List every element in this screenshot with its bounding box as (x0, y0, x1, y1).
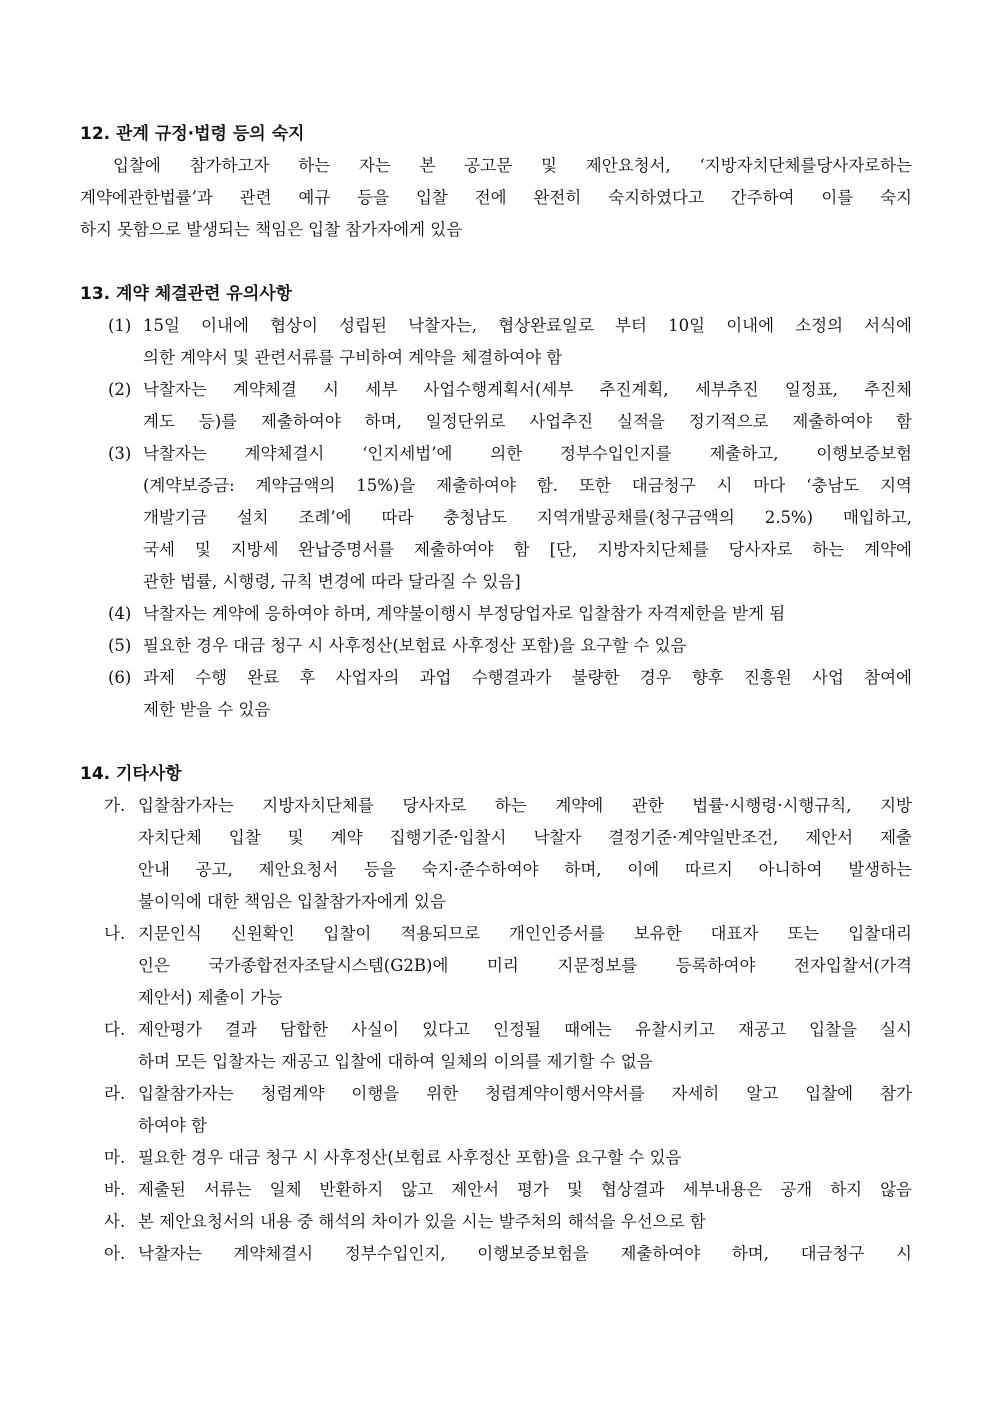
paragraph-line: 계약에관한법률’과 관련 예규 등을 입찰 전에 완전히 숙지하였다고 간주하여 이를 숙지 (80, 188, 912, 207)
item-line: 안내 공고, 제안요청서 등을 숙지·준수하여야 하며, 이에 따르지 아니하여 발생하는 (138, 860, 912, 879)
misc-note-sa (80, 1206, 912, 1238)
item-line: 의한 계약서 및 관련서류를 구비하여 계약을 체결하여야 함 (143, 348, 563, 367)
item-line: 과제 수행 완료 후 사업자의 과업 수행결과가 불량한 경우 향후 진흥원 사업 참여에 (143, 668, 912, 687)
item-marker: 바. (104, 1180, 126, 1199)
item-line: 계도 등)를 제출하여야 하며, 일정단위로 사업추진 실적을 정기적으로 제출하여야 함 (143, 412, 912, 431)
section-14-heading: 14. 기타사항 (80, 764, 182, 784)
misc-note-ba (80, 1174, 912, 1206)
item-marker: (3) (108, 444, 132, 463)
section-13-heading: 13. 계약 체결관련 유의사항 (80, 284, 293, 304)
item-line: 필요한 경우 대금 청구 시 사후정산(보험료 사후정산 포함)을 요구할 수 있음 (143, 636, 687, 655)
contract-note-5 (80, 630, 912, 662)
item-line: 낙찰자는 계약체결 시 세부 사업수행계획서(세부 추진계획, 세부추진 일정표, 추진체 (143, 380, 912, 399)
item-marker: (1) (108, 316, 132, 335)
item-line: 국세 및 지방세 완납증명서를 제출하여야 함 [단, 지방자치단체를 당사자로 하는 계약에 (143, 540, 912, 559)
item-line: 제안서) 제출이 가능 (138, 988, 283, 1007)
item-marker: 다. (104, 1020, 126, 1039)
misc-note-ra (80, 1078, 912, 1142)
item-line: 개발기금 설치 조례’에 따라 충청남도 지역개발공채를(청구금액의 2.5%) 매입하고, (143, 508, 912, 527)
item-line: 제한 받을 수 있음 (143, 700, 271, 719)
contract-note-3 (80, 438, 912, 598)
contract-note-2 (80, 374, 912, 438)
misc-note-ga (80, 790, 912, 918)
item-marker: (6) (108, 668, 132, 687)
item-line: 자치단체 입찰 및 계약 집행기준·입찰시 낙찰자 결정기준·계약일반조건, 제안서 제출 (138, 828, 912, 847)
section-12-paragraph (80, 150, 912, 246)
item-line: 제출된 서류는 일체 반환하지 않고 제안서 평가 및 협상결과 세부내용은 공개 하지 않음 (138, 1180, 912, 1199)
item-line: 인은 국가종합전자조달시스템(G2B)에 미리 지문정보를 등록하여야 전자입찰서(가격 (138, 956, 912, 975)
contract-note-6 (80, 662, 912, 726)
item-line: 15일 이내에 협상이 성립된 낙찰자는, 협상완료일로 부터 10일 이내에 소정의 서식에 (143, 316, 912, 335)
misc-note-na (80, 918, 912, 1014)
misc-note-da (80, 1014, 912, 1078)
paragraph-line: 입찰에 참가하고자 하는 자는 본 공고문 및 제안요청서, ‘지방자치단체를당사자로하는 (113, 156, 912, 175)
contract-note-4 (80, 598, 912, 630)
item-marker: 라. (104, 1084, 126, 1103)
item-line: 입찰참가자는 지방자치단체를 당사자로 하는 계약에 관한 법률·시행령·시행규칙, 지방 (138, 796, 912, 815)
item-line: 낙찰자는 계약체결시 정부수입인지, 이행보증보험을 제출하여야 하며, 대금청구 시 (138, 1244, 912, 1263)
item-line: 낙찰자는 계약에 응하여야 하며, 계약불이행시 부정당업자로 입찰참가 자격제한을 받게 됨 (143, 604, 786, 623)
section-12-heading: 12. 관계 규정·법령 등의 숙지 (80, 124, 305, 144)
item-line: 하여야 함 (138, 1116, 208, 1135)
item-marker: (4) (108, 604, 132, 623)
item-line: 관한 법률, 시행령, 규칙 변경에 따라 달라질 수 있음] (143, 572, 521, 591)
item-marker: (2) (108, 380, 132, 399)
item-line: 본 제안요청서의 내용 중 해석의 차이가 있을 시는 발주처의 해석을 우선으로 함 (138, 1212, 706, 1231)
misc-note-ma (80, 1142, 912, 1174)
item-line: 입찰참가자는 청렴계약 이행을 위한 청렴계약이행서약서를 자세히 알고 입찰에 참가 (138, 1084, 912, 1103)
item-marker: (5) (108, 636, 132, 655)
item-line: 낙찰자는 계약체결시 ‘인지세법’에 의한 정부수입인지를 제출하고, 이행보증보험 (143, 444, 912, 463)
item-line: (계약보증금: 계약금액의 15%)을 제출하여야 함. 또한 대금청구 시 마다 ‘충남도 지역 (143, 476, 912, 495)
item-marker: 마. (104, 1148, 126, 1167)
item-line: 지문인식 신원확인 입찰이 적용되므로 개인인증서를 보유한 대표자 또는 입찰대리 (138, 924, 912, 943)
contract-note-1 (80, 310, 912, 374)
item-line: 하며 모든 입찰자는 재공고 입찰에 대하여 일체의 이의를 제기할 수 없음 (138, 1052, 653, 1071)
item-line: 불이익에 대한 책임은 입찰참가자에게 있음 (138, 892, 446, 911)
item-marker: 나. (104, 924, 126, 943)
item-marker: 사. (104, 1212, 126, 1231)
item-marker: 가. (104, 796, 126, 815)
item-marker: 아. (104, 1244, 126, 1263)
item-line: 필요한 경우 대금 청구 시 사후정산(보험료 사후정산 포함)을 요구할 수 있음 (138, 1148, 682, 1167)
item-line: 제안평가 결과 담합한 사실이 있다고 인정될 때에는 유찰시키고 재공고 입찰을 실시 (138, 1020, 912, 1039)
paragraph-line: 하지 못함으로 발생되는 책임은 입찰 참가자에게 있음 (80, 220, 463, 239)
misc-note-a (80, 1238, 912, 1270)
document-page (80, 118, 912, 1270)
